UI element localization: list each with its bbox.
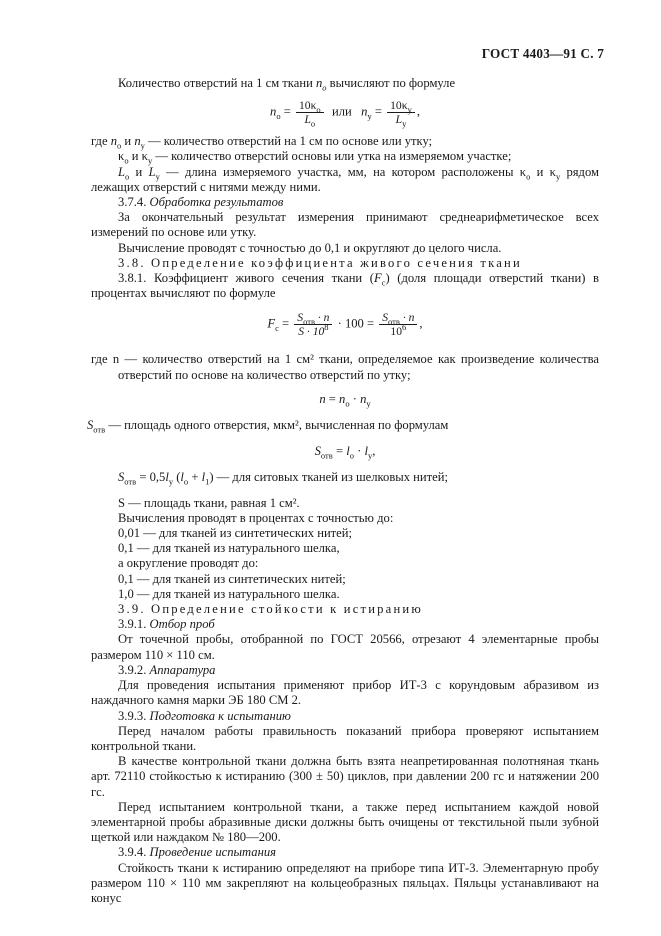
formula-s-otv-2: $S_{отв} = 0,5l_у$ $(l_о + l_1)$ — для ситовых тканей из шелковых нитей;: [118, 470, 448, 487]
list-line-3: 0,1 — для тканей из натурального шелка,: [118, 541, 340, 556]
page-header: ГОСТ 4403—91 С. 7: [481, 46, 604, 61]
paragraph-3-9-3-a: Перед началом работы правильность показаний прибора проверяют испытанием контрольной ткани.: [91, 723, 599, 753]
fraction-fc-1: $\frac{S_{отв} \cdot n}{S \cdot 10^8}$: [294, 311, 332, 338]
list-line-5: 0,1 — для тканей из синтетических нитей;: [118, 571, 346, 586]
paragraph-3-9-3-b: В качестве контрольной ткани должна быть взята неапретированная полотняная ткань арт. 72110 стойкостью к истиранию (300 ± 50) циклов, при давлении 200 гс и натяжении 200 гс.: [91, 754, 599, 799]
list-line-4: а округление проводят до:: [118, 556, 259, 571]
paragraph-3-9-4: Стойкость ткани к истиранию определяют на приборе типа ИТ-3. Элементарную пробу размером 110 × 110 мм закрепляют на кольцеобразных пяльцах. Пяльцы устанавливают на конус: [91, 860, 599, 905]
document-body: [87, 76, 599, 906]
fraction-fc-2: $\frac{S_{отв} \cdot n}{10^6}$: [379, 311, 417, 338]
symbol-n-o: $n_о$: [315, 76, 327, 93]
list-line-6: 1,0 — для тканей из натурального шелка.: [118, 586, 340, 601]
fraction-n-y: $\frac{10\kappa_у}{L_у}$: [387, 99, 415, 126]
formula-live-section: $F_с$ = $\frac{S_{отв} \cdot n}{S \cdot 10^8}$ · 100 = $\frac{S_{отв} \cdot n}{10^6}$ ,: [267, 311, 423, 339]
definition-k: $\kappa_о$ и $\kappa_у$ — количество отверстий основы или утка на измеряемом участке;: [118, 149, 512, 166]
definition-s-otv: $S_{отв}$ — площадь одного отверстия, мкм², вычисленная по формулам: [87, 418, 449, 435]
formula-n-product: $n = n_о \cdot n_у$: [319, 391, 371, 409]
list-line-2: 0,01 — для тканей из синтетических нитей;: [118, 526, 353, 541]
section-3-9-2-heading: 3.9.2. Аппаратура: [118, 662, 216, 677]
section-3-9-4-heading: 3.9.4. Проведение испытания: [118, 845, 276, 860]
definition-n: где $n_о$ и $n_у$ — количество отверстий на 1 см по основе или утку;: [91, 134, 433, 151]
fraction-n-o: $\frac{10\kappa_о}{L_о}$: [296, 99, 324, 126]
formula-s-otv-1: $S_{отв} = l_о \cdot l_у$,: [314, 444, 376, 461]
section-3-8-heading: 3.8. Определение коэффициента живого сечения ткани: [118, 255, 522, 270]
paragraph-3-9-3-c: Перед испытанием контрольной ткани, а также перед испытанием каждой новой элементарной пробы абразивные диски должны быть очищены от текстильной пыли зубной щеткой или наждаком № 180—200.: [91, 799, 599, 845]
formula-holes-per-cm: $n_о$ = $\frac{10\kappa_о}{L_о}$ или $n_у$ = $\frac{10\kappa_у}{L_у}$ ,: [270, 99, 420, 129]
section-3-9-1-heading: 3.9.1. Отбор проб: [118, 617, 215, 632]
list-line-1: Вычисления проводят в процентах с точностью до:: [118, 510, 394, 525]
section-3-9-3-heading: 3.9.3. Подготовка к испытанию: [118, 708, 291, 723]
paragraph-3-7-4-a: За окончательный результат измерения принимают среднеарифметическое всех измерений по основе или утку.: [91, 210, 599, 240]
section-3-9-heading: 3.9. Определение стойкости к истиранию: [118, 602, 423, 617]
definition-s-area: S — площадь ткани, равная 1 см².: [118, 495, 300, 510]
paragraph-holes-count: Количество отверстий на 1 см ткани $n_о$ вычисляют по формуле: [118, 76, 456, 93]
paragraph-3-9-1: От точечной пробы, отобранной по ГОСТ 20566, отрезают 4 элементарные пробы размером 110 × 110 см.: [91, 632, 599, 662]
definition-l: $L_о$ и $L_у$ — длина измеряемого участка, мм, на котором расположены $\kappa_о$ и $\kappa_у$ рядом лежащих отверстий с нитями между ними.: [91, 164, 599, 194]
paragraph-3-9-2: Для проведения испытания применяют прибор ИТ-3 с корундовым абразивом из наждачного камня марки ЭБ 180 СМ 2.: [91, 678, 599, 708]
paragraph-3-8-1: 3.8.1. Коэффициент живого сечения ткани $(F_с)$ (доля площади отверстий ткани) в процентах вычисляют по формуле: [91, 271, 599, 301]
paragraph-3-7-4-b: Вычисление проводят с точностью до 0,1 и округляют до целого числа.: [118, 240, 502, 255]
section-3-7-4-heading: 3.7.4. Обработка результатов: [118, 195, 284, 210]
definition-n-product: где n — количество отверстий на 1 см² ткани, определяемое как произведение количества отверстий по основе на количество отверстий по утку;: [91, 352, 599, 382]
